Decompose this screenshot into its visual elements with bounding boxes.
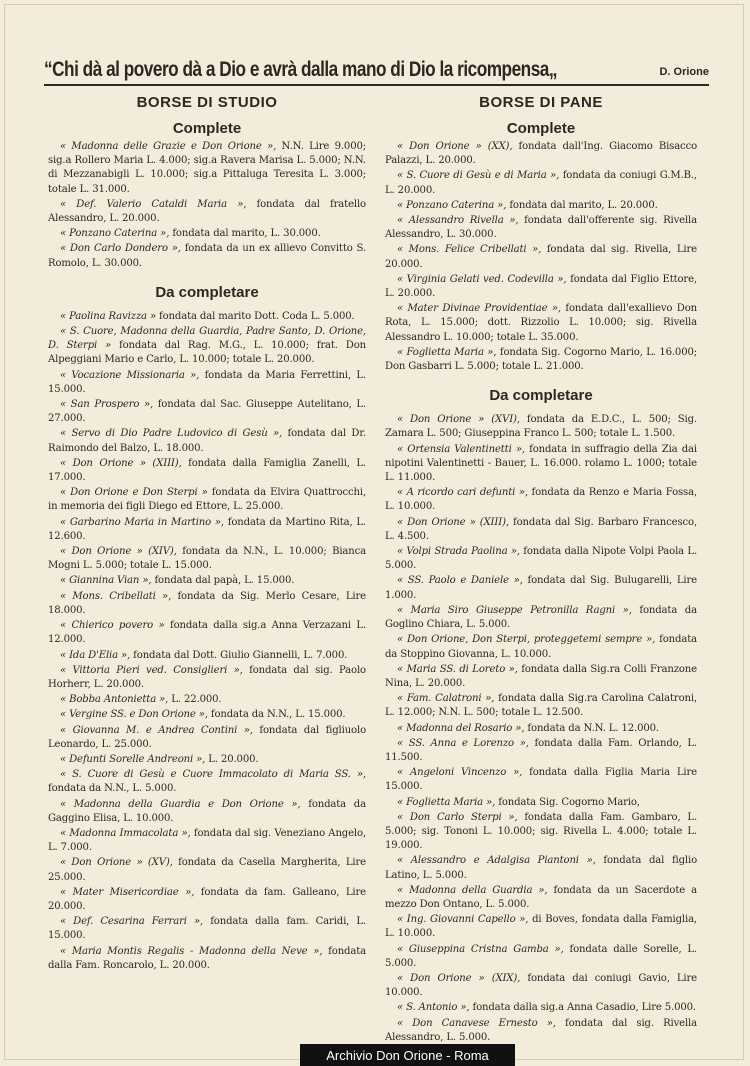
subheading-da-completare: Da completare <box>489 387 593 405</box>
entry-title: « Servo di Dio Padre Ludovico di Gesù », <box>60 428 283 440</box>
entry-details: fondata dai coniugi Gavio, Lire 10.000. <box>385 972 698 999</box>
list-item <box>385 443 697 486</box>
entry-details: fondata dalla fam. Caridi, L. 15.000. <box>48 916 366 942</box>
list-item <box>385 545 697 573</box>
list-item <box>48 724 366 752</box>
entry-details: fondata da N.N., L. 10.000; Bianca Mogni L. 5.000; totale L. 15.000. <box>48 546 367 572</box>
entry-title: « Def. Valerio Cataldi Maria », <box>60 198 247 210</box>
list-item <box>385 243 697 271</box>
entry-title: « Madonna della Guardia », <box>397 884 548 896</box>
entry-details: fondata dal figliuolo Leonardo, L. 25.000. <box>48 724 366 750</box>
entry-title: « Don Orione e Don Sterpi » <box>60 487 208 499</box>
entry-title: « Don Orione » (XIV), <box>60 546 177 558</box>
subheading-complete: Complete <box>172 120 242 137</box>
entry-title: « S. Cuore, Madonna della Guardia, Padre Santo, D. Orione, D. Sterpi » <box>48 326 366 352</box>
entry-title: « Ponzano Caterina », <box>60 228 170 240</box>
entry-details: fondata dal Sac. Giuseppe Autelitano, L. 27.000. <box>48 399 366 425</box>
column-borse-di-pane <box>385 94 697 1046</box>
entry-details: fondata dal Figlio Ettore, L. 20.000. <box>385 273 697 300</box>
entry-details: fondata da E.D.C., L. 500; Sig. Zamara L. 500; Giuseppina Franco L. 500; totale L. 1.500. <box>385 414 697 440</box>
entry-details: fondata dal figlio Latino, L. 5.000. <box>385 855 698 881</box>
entry-title: « Maria SS. di Loreto », <box>397 663 518 675</box>
entry-title: « S. Antonio », <box>397 1002 470 1014</box>
entry-title: « Vocazione Missionaria », <box>60 369 200 381</box>
entry-title: « Defunti Sorelle Andreoni », <box>60 753 206 765</box>
entry-details: fondata dal marito, L. 20.000. <box>506 199 658 211</box>
list-item <box>48 856 366 884</box>
entry-details: L. 20.000. <box>205 753 259 765</box>
entry-title: « S. Cuore di Gesù e di Maria », <box>397 170 560 182</box>
list-item <box>385 854 697 882</box>
entry-title: « Madonna della Guardia e Don Orione », <box>60 798 301 810</box>
entry-details: fondata da Casella Margherita, Lire 25.000. <box>48 857 366 883</box>
archive-footer-label: Archivio Don Orione - Roma <box>300 1044 515 1066</box>
entry-details: fondata dalla Fam. Orlando, L. 11.500. <box>385 737 697 763</box>
entry-title: « S. Cuore di Gesù e Cuore Immacolato di Maria SS. », <box>60 769 366 781</box>
list-item <box>385 140 697 168</box>
entry-details: fondata da N.N., L. 15.000. <box>207 709 346 721</box>
entry-details: fondata dalla sig.a Anna Verzazani L. 12.000. <box>48 620 367 646</box>
entry-details: fondata da N.N., L. 5.000. <box>48 783 177 795</box>
list-item <box>385 884 697 912</box>
entry-title: « Paolina Ravizza » <box>60 310 156 322</box>
entry-title: « Don Orione » (XVI), <box>397 414 520 426</box>
list-item <box>48 915 366 943</box>
entry-title: « Def. Cesarina Ferrari », <box>60 916 204 928</box>
list-item <box>48 227 366 241</box>
list-item <box>385 1017 697 1045</box>
list-item <box>48 827 366 855</box>
list-item <box>385 796 697 810</box>
entry-title: « Ortensia Valentinetti », <box>397 443 525 455</box>
entry-details: fondata dal sig. Rivella, Lire 20.000. <box>385 244 697 270</box>
entry-title: « Maria Montis Regalis - Madonna della Neve », <box>60 945 323 957</box>
list-item <box>385 302 697 345</box>
entry-title: « A ricordo cari defunti », <box>397 487 528 499</box>
list-item <box>385 214 697 242</box>
list-item <box>48 325 366 368</box>
entry-details: fondata dalla Figlia Maria Lire 15.000. <box>385 767 697 793</box>
list-item <box>385 604 697 632</box>
entry-title: « Mons. Cribellati », <box>60 590 172 602</box>
list-item <box>48 708 366 722</box>
list-item <box>385 413 697 441</box>
entry-details: fondata dal marito, L. 30.000. <box>169 228 321 240</box>
entry-list <box>385 413 697 1045</box>
entry-list <box>48 310 366 973</box>
entry-title: « SS. Paolo e Daniele », <box>397 575 523 587</box>
entry-title: « Vergine SS. e Don Orione », <box>60 709 208 721</box>
entry-details: fondata dal Rag. M.G., L. 10.000; frat. Don Alpeggiani Mario e Carlo, L. 10.000; totale L. 20.000. <box>48 340 366 366</box>
entry-details: fondata da coniugi G.M.B., L. 20.000. <box>385 170 697 196</box>
entry-details: L. 22.000. <box>168 694 222 706</box>
entry-details: fondata da Gaggino Elisa, L. 10.000. <box>48 798 366 824</box>
entry-details: fondata da un Sacerdote a mezzo Don Ontano, L. 5.000. <box>385 884 697 910</box>
entry-details: fondata dal Dott. Giulio Giannelli, L. 7.000. <box>130 649 348 661</box>
list-item <box>48 590 366 618</box>
entry-title: « Fam. Calatroni », <box>397 693 495 705</box>
entry-details: fondata da N.N. L. 12.000. <box>524 722 659 734</box>
list-item <box>48 753 366 767</box>
entry-details: fondata dall'exallievo Don Rota, L. 15.000; dott. Rizzolio L. 10.000; sig. Rivella Alessandro L. 10.000; totale L. 35.000. <box>385 303 697 343</box>
list-item <box>48 398 366 426</box>
list-item <box>48 619 366 647</box>
subheading-da-completare: Da completare <box>155 283 259 301</box>
list-item <box>385 766 697 794</box>
header-rule <box>44 84 709 86</box>
list-item <box>48 945 366 973</box>
entry-title: « Don Canavese Ernesto », <box>397 1017 556 1029</box>
entry-title: « SS. Anna e Lorenzo », <box>397 737 529 749</box>
entry-title: « Madonna delle Grazie e Don Orione », <box>60 141 277 152</box>
entry-details: fondata dall'Ing. Giacomo Bisacco Palazzi, L. 20.000. <box>385 141 697 167</box>
entry-details: fondata dalla Fam. Gambaro, L. 5.000; sig. Tononi L. 10.000; sig. Rivella L. 4.000; totale L. 19.000. <box>385 811 698 852</box>
entry-details: fondata dal sig. Paolo Horherr, L. 20.000. <box>48 664 366 690</box>
entry-title: « Foglietta Maria », <box>397 796 496 808</box>
entry-title: « Alessandro Rivella », <box>397 215 519 227</box>
entry-title: « Virginia Gelati ved. Codevilla », <box>397 273 567 285</box>
entry-details: fondata in suffragio della Zia dai nipotini Valentinetti - Bauer, L. 16.000. rolamo L. 1000; totale L. 11.000. <box>385 443 697 484</box>
list-item <box>385 972 697 1000</box>
list-item <box>385 943 697 971</box>
entry-details: fondata dal Sig. Barbaro Francesco, L. 4.500. <box>385 516 697 542</box>
entry-details: fondata dal papà, L. 15.000. <box>151 575 295 587</box>
entry-title: « Ing. Giovanni Capello », <box>397 914 529 926</box>
list-item <box>385 737 697 765</box>
list-item <box>385 722 697 736</box>
entry-details: fondata dalla sig.a Anna Casadio, Lire 5.000. <box>469 1002 696 1014</box>
list-item <box>385 516 697 544</box>
list-item <box>48 140 366 197</box>
quote-text: “Chi dà al povero dà a Dio e avrà dalla mano di Dio la ricompensa„ <box>44 58 557 81</box>
quote-author: D. Orione <box>659 66 709 78</box>
entry-title: « Giannina Vian », <box>60 575 152 587</box>
list-item <box>48 198 366 226</box>
entry-title: « Foglietta Maria », <box>397 346 497 358</box>
entry-title: « Don Orione » (XV), <box>60 857 173 869</box>
entry-title: « Bobba Antonietta », <box>60 694 169 706</box>
entry-title: « Alessandro e Adalgisa Piantoni », <box>397 855 596 867</box>
entry-details: fondata da Stoppino Giovanna, L. 10.000. <box>385 634 697 660</box>
list-item <box>385 273 697 301</box>
list-item <box>48 486 366 514</box>
list-item <box>48 516 366 544</box>
list-item <box>48 545 366 573</box>
section-title: BORSE DI PANE <box>479 94 603 111</box>
entry-details: fondata da Maria Ferrettini, L. 15.000. <box>48 369 366 395</box>
list-item <box>48 369 366 397</box>
entry-title: « Giovanna M. e Andrea Contini », <box>60 724 253 736</box>
entry-details: fondata dal fratello Alessandro, L. 20.000. <box>48 198 366 225</box>
entry-details: fondata dal Dr. Raimondo del Balzo, L. 18.000. <box>48 428 366 454</box>
entry-details: fondata dalle Sorelle, L. 5.000. <box>385 943 697 969</box>
list-item <box>48 649 366 663</box>
entry-title: « San Prospero », <box>60 399 154 411</box>
entry-details: fondata dall'offerente sig. Rivella Alessandro, L. 30.000. <box>385 215 697 241</box>
list-item <box>385 811 697 854</box>
list-item <box>48 664 366 692</box>
entry-title: « Vittoria Pieri ved. Consiglieri », <box>60 664 243 676</box>
list-item <box>48 798 366 826</box>
entry-title: « Don Orione, Don Sterpi, proteggetemi sempre », <box>397 634 656 646</box>
entry-details: fondata da fam. Galleano, Lire 20.000. <box>48 886 366 912</box>
entry-title: « Chierico povero » <box>60 620 165 632</box>
entry-list <box>48 140 366 271</box>
list-item <box>385 663 697 691</box>
entry-title: « Don Orione » (XIX), <box>397 972 521 984</box>
list-item <box>385 199 697 213</box>
list-item <box>48 768 366 796</box>
entry-title: « Don Carlo Dondero », <box>60 243 181 255</box>
entry-title: « Madonna Immacolata », <box>60 827 191 839</box>
entry-details: fondata da Elvira Quattrocchi, in memoria dei figli Diego ed Ettore, L. 25.000. <box>48 487 366 513</box>
subheading-complete: Complete <box>506 120 576 137</box>
list-item <box>385 574 697 602</box>
entry-details: fondata dal Sig. Bulugarelli, Lire 1.000. <box>385 575 697 601</box>
list-item <box>48 242 366 270</box>
entry-details: fondata dalla Famiglia Zanelli, L. 17.000. <box>48 457 366 484</box>
entry-details: fondata da Renzo e Maria Fossa, L. 10.000. <box>385 487 697 513</box>
entry-details: fondata Sig. Cogorno Mario, <box>495 796 640 808</box>
entry-details: fondata Sig. Cogorno Mario, L. 16.000; Don Gasbarri L. 5.000; totale L. 21.000. <box>385 346 697 373</box>
entry-title: « Maria Siro Giuseppe Petronilla Ragni », <box>397 604 632 616</box>
list-item <box>385 692 697 720</box>
list-item <box>48 457 366 485</box>
entry-details: fondata da Goglino Chiara, L. 5.000. <box>385 604 697 631</box>
list-item <box>48 693 366 707</box>
entry-details: fondata dalla Nipote Volpi Paola L. 5.000. <box>385 546 697 572</box>
entry-details: fondata da Sig. Merlo Cesare, Lire 18.000. <box>48 590 366 616</box>
column-borse-di-studio <box>48 94 366 974</box>
entry-details: N.N. Lire 9.000; sig.a Rollero Maria L. 4.000; sig.a Ravera Marisa L. 5.000; N.N. di Mezzanabigli L. 10.000; sig.a Pittaluga Teresita L. 3.000; totale L. 31.000. <box>48 141 366 195</box>
entry-list <box>385 140 697 374</box>
entry-details: fondata dalla Sig.ra Carolina Calatroni, L. 12.000; N.N. L. 500; totale L. 12.500. <box>385 693 697 719</box>
entry-details: fondata dalla Fam. Roncarolo, L. 20.000. <box>48 945 366 971</box>
list-item <box>48 427 366 455</box>
list-item <box>385 486 697 514</box>
entry-title: « Don Orione » (XIII), <box>60 457 182 469</box>
list-item <box>385 169 697 197</box>
entry-details: fondata dal sig. Veneziano Angelo, L. 7.000. <box>48 827 366 854</box>
entry-details: fondata da un ex allievo Convitto S. Romolo, L. 30.000. <box>48 243 366 269</box>
list-item <box>48 310 366 324</box>
entry-details: fondata dal marito Dott. Coda L. 5.000. <box>155 310 355 322</box>
entry-title: « Garbarino Maria in Martino », <box>60 516 224 528</box>
header-quote <box>44 42 709 82</box>
list-item <box>385 1001 697 1015</box>
entry-title: « Giuseppina Cristna Gamba », <box>397 943 564 955</box>
entry-title: « Mons. Felice Cribellati », <box>397 244 542 256</box>
list-item <box>48 886 366 914</box>
entry-details: fondata dal sig. Rivella Alessandro, L. 5.000. <box>385 1017 698 1043</box>
entry-title: « Ponzano Caterina », <box>397 199 507 211</box>
entry-title: « Mater Divinae Providentiae », <box>397 303 561 315</box>
entry-title: « Don Carlo Sterpi », <box>397 811 518 823</box>
entry-details: di Boves, fondata dalla Famiglia, L. 10.000. <box>385 914 697 940</box>
list-item <box>48 574 366 588</box>
entry-details: fondata dalla Sig.ra Colli Franzone Nina, L. 20.000. <box>385 663 697 689</box>
entry-details: fondata da Martino Rita, L. 12.600. <box>48 516 366 542</box>
list-item <box>385 913 697 941</box>
entry-title: « Don Orione » (XIII), <box>397 516 509 528</box>
entry-title: « Angeloni Vincenzo », <box>397 767 523 779</box>
entry-title: « Volpi Strada Paolina », <box>397 546 520 558</box>
entry-title: « Mater Misericordiae », <box>60 886 195 898</box>
list-item <box>385 633 697 661</box>
entry-title: « Don Orione » (XX), <box>397 141 513 152</box>
section-title: BORSE DI STUDIO <box>136 94 278 111</box>
entry-title: « Madonna del Rosario », <box>397 722 525 734</box>
list-item <box>385 346 697 374</box>
entry-title: « Ida D'Elia », <box>60 649 131 661</box>
